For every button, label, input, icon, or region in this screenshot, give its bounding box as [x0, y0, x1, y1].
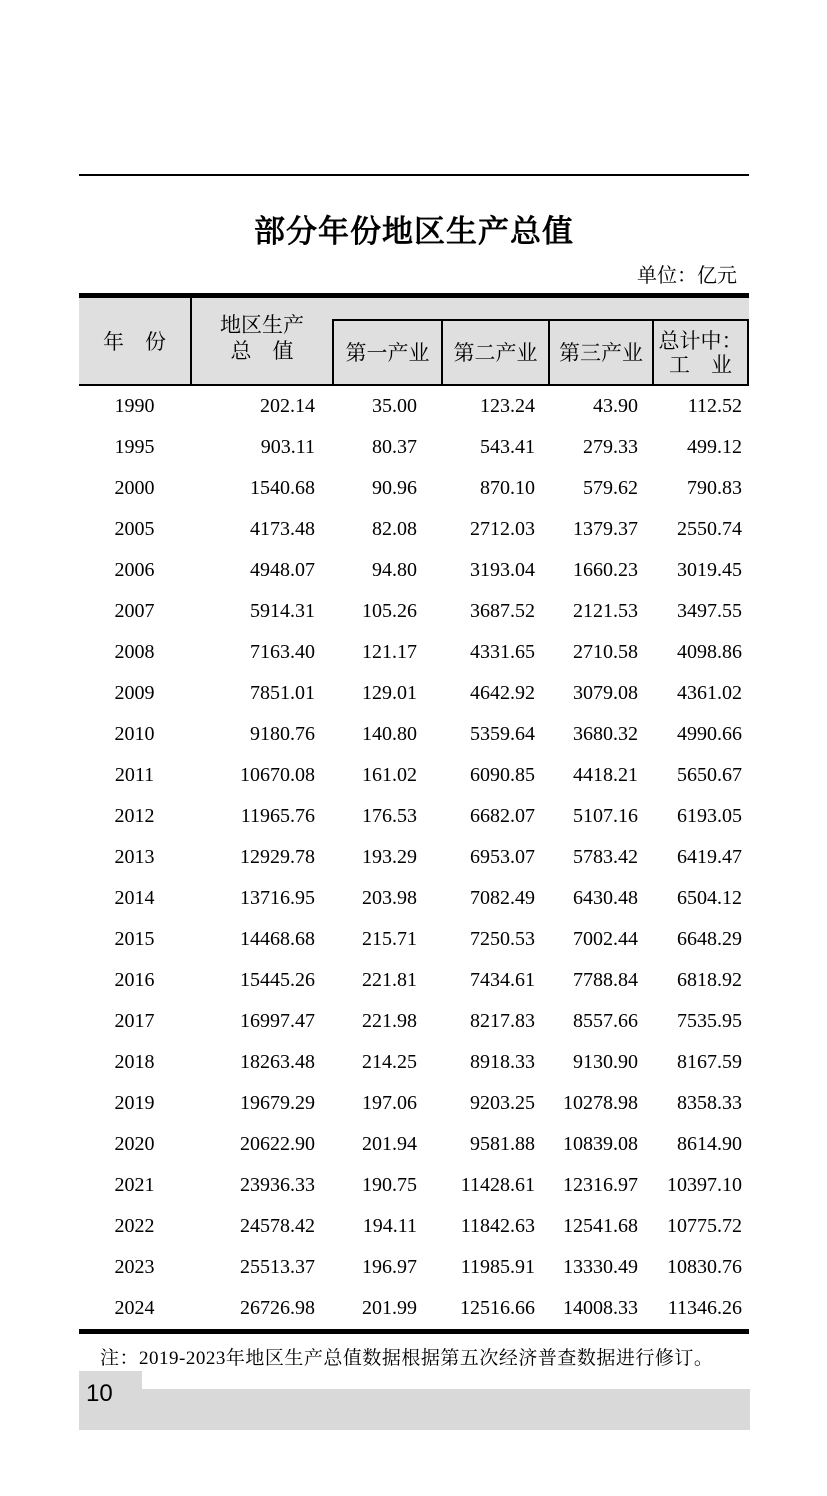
cell-tertiary: 13330.49	[563, 1256, 638, 1278]
cell-industry: 10397.10	[667, 1174, 742, 1196]
cell-industry: 790.83	[687, 477, 742, 499]
table-row	[79, 427, 749, 468]
cell-tertiary: 14008.33	[563, 1297, 638, 1319]
cell-secondary: 7082.49	[470, 887, 535, 909]
cell-secondary: 8217.83	[470, 1010, 535, 1032]
cell-gdp: 12929.78	[240, 846, 315, 868]
footnote: 注：2019-2023年地区生产总值数据根据第五次经济普查数据进行修订。	[100, 1348, 714, 1369]
cell-tertiary: 1660.23	[573, 559, 638, 581]
cell-tertiary: 2121.53	[573, 600, 638, 622]
cell-year: 2000	[114, 477, 155, 499]
page-title: 部分年份地区生产总值	[254, 214, 574, 249]
cell-gdp: 5914.31	[250, 600, 315, 622]
cell-primary: 203.98	[362, 887, 417, 909]
table-row	[79, 550, 749, 591]
cell-year: 2018	[114, 1051, 155, 1073]
cell-secondary: 123.24	[480, 395, 535, 417]
cell-secondary: 6682.07	[470, 805, 535, 827]
cell-industry: 10830.76	[667, 1256, 742, 1278]
cell-year: 2015	[114, 928, 155, 950]
table-row	[79, 837, 749, 878]
cell-tertiary: 4418.21	[573, 764, 638, 786]
page-footer-bar	[142, 1389, 750, 1430]
cell-gdp: 16997.47	[240, 1010, 315, 1032]
cell-industry: 8614.90	[677, 1133, 742, 1155]
cell-tertiary: 2710.58	[573, 641, 638, 663]
cell-industry: 499.12	[687, 436, 742, 458]
cell-primary: 94.80	[372, 559, 417, 581]
header-year: 年 份	[103, 330, 166, 354]
cell-year: 2011	[114, 764, 155, 786]
header-industry-line2: 工 业	[669, 352, 732, 377]
cell-industry: 3019.45	[677, 559, 742, 581]
header-industry	[652, 321, 749, 384]
table-row	[79, 1124, 749, 1165]
table-row	[79, 468, 749, 509]
cell-secondary: 9581.88	[470, 1133, 535, 1155]
cell-secondary: 7434.61	[470, 969, 535, 991]
table-row	[79, 1206, 749, 1247]
cell-gdp: 19679.29	[240, 1092, 315, 1114]
table-row	[79, 509, 749, 550]
header-industry-group	[332, 319, 749, 384]
cell-tertiary: 7002.44	[573, 928, 638, 950]
cell-primary: 82.08	[372, 518, 417, 540]
cell-secondary: 3687.52	[470, 600, 535, 622]
table-row	[79, 960, 749, 1001]
cell-gdp: 4173.48	[250, 518, 315, 540]
table-row	[79, 1042, 749, 1083]
cell-secondary: 12516.66	[460, 1297, 535, 1319]
table-row	[79, 878, 749, 919]
cell-year: 1990	[114, 395, 155, 417]
cell-tertiary: 43.90	[593, 395, 638, 417]
top-rule	[79, 174, 749, 176]
table-row	[79, 673, 749, 714]
cell-tertiary: 3079.08	[573, 682, 638, 704]
table-row	[79, 632, 749, 673]
table-row	[79, 714, 749, 755]
cell-primary: 214.25	[362, 1051, 417, 1073]
cell-primary: 221.98	[362, 1010, 417, 1032]
cell-tertiary: 9130.90	[573, 1051, 638, 1073]
cell-primary: 90.96	[372, 477, 417, 499]
table-row	[79, 1247, 749, 1288]
cell-primary: 197.06	[362, 1092, 417, 1114]
cell-industry: 3497.55	[677, 600, 742, 622]
table-row	[79, 796, 749, 837]
cell-gdp: 202.14	[260, 395, 315, 417]
cell-gdp: 903.11	[260, 436, 315, 458]
cell-year: 2017	[114, 1010, 155, 1032]
cell-gdp: 23936.33	[240, 1174, 315, 1196]
cell-industry: 8358.33	[677, 1092, 742, 1114]
header-secondary: 第二产业	[441, 321, 548, 384]
cell-secondary: 8918.33	[470, 1051, 535, 1073]
cell-primary: 161.02	[362, 764, 417, 786]
cell-primary: 196.97	[362, 1256, 417, 1278]
cell-gdp: 24578.42	[240, 1215, 315, 1237]
cell-gdp: 7851.01	[250, 682, 315, 704]
unit-label: 单位：亿元	[637, 265, 737, 287]
table-row	[79, 1288, 749, 1329]
table-row	[79, 1165, 749, 1206]
cell-secondary: 4331.65	[470, 641, 535, 663]
cell-industry: 11346.26	[667, 1297, 742, 1319]
cell-tertiary: 7788.84	[573, 969, 638, 991]
cell-year: 2014	[114, 887, 155, 909]
cell-gdp: 4948.07	[250, 559, 315, 581]
cell-year: 2006	[114, 559, 155, 581]
cell-tertiary: 1379.37	[573, 518, 638, 540]
cell-primary: 176.53	[362, 805, 417, 827]
cell-gdp: 7163.40	[250, 641, 315, 663]
cell-gdp: 13716.95	[240, 887, 315, 909]
cell-gdp: 11965.76	[240, 805, 315, 827]
cell-year: 1995	[114, 436, 155, 458]
cell-year: 2020	[114, 1133, 155, 1155]
table-header	[79, 298, 749, 386]
cell-year: 2021	[114, 1174, 155, 1196]
cell-tertiary: 8557.66	[573, 1010, 638, 1032]
cell-secondary: 9203.25	[470, 1092, 535, 1114]
cell-industry: 10775.72	[667, 1215, 742, 1237]
cell-primary: 129.01	[362, 682, 417, 704]
header-gdp	[190, 298, 332, 384]
cell-industry: 6504.12	[677, 887, 742, 909]
cell-tertiary: 5107.16	[573, 805, 638, 827]
cell-gdp: 1540.68	[250, 477, 315, 499]
cell-primary: 221.81	[362, 969, 417, 991]
cell-secondary: 5359.64	[470, 723, 535, 745]
cell-tertiary: 10278.98	[563, 1092, 638, 1114]
cell-tertiary: 5783.42	[573, 846, 638, 868]
cell-industry: 4361.02	[677, 682, 742, 704]
cell-tertiary: 279.33	[583, 436, 638, 458]
cell-year: 2022	[114, 1215, 155, 1237]
cell-gdp: 26726.98	[240, 1297, 315, 1319]
cell-secondary: 6090.85	[470, 764, 535, 786]
cell-secondary: 870.10	[480, 477, 535, 499]
cell-secondary: 11985.91	[460, 1256, 535, 1278]
cell-tertiary: 579.62	[583, 477, 638, 499]
cell-secondary: 7250.53	[470, 928, 535, 950]
cell-primary: 201.99	[362, 1297, 417, 1319]
cell-primary: 35.00	[372, 395, 417, 417]
cell-primary: 193.29	[362, 846, 417, 868]
cell-tertiary: 12316.97	[563, 1174, 638, 1196]
cell-gdp: 20622.90	[240, 1133, 315, 1155]
cell-year: 2010	[114, 723, 155, 745]
cell-industry: 7535.95	[677, 1010, 742, 1032]
gdp-table	[79, 293, 749, 1334]
cell-industry: 6648.29	[677, 928, 742, 950]
header-primary: 第一产业	[332, 321, 441, 384]
cell-industry: 2550.74	[677, 518, 742, 540]
table-row	[79, 919, 749, 960]
cell-industry: 112.52	[687, 395, 742, 417]
table-row	[79, 386, 749, 427]
cell-tertiary: 10839.08	[563, 1133, 638, 1155]
header-gdp-line2: 总 值	[230, 339, 294, 363]
cell-year: 2023	[114, 1256, 155, 1278]
cell-year: 2024	[114, 1297, 155, 1319]
cell-gdp: 10670.08	[240, 764, 315, 786]
cell-gdp: 25513.37	[240, 1256, 315, 1278]
cell-industry: 4990.66	[677, 723, 742, 745]
cell-gdp: 9180.76	[250, 723, 315, 745]
cell-industry: 6193.05	[677, 805, 742, 827]
cell-year: 2008	[114, 641, 155, 663]
cell-primary: 190.75	[362, 1174, 417, 1196]
cell-gdp: 18263.48	[240, 1051, 315, 1073]
cell-industry: 6818.92	[677, 969, 742, 991]
cell-year: 2007	[114, 600, 155, 622]
table-row	[79, 1001, 749, 1042]
cell-secondary: 6953.07	[470, 846, 535, 868]
cell-secondary: 11842.63	[460, 1215, 535, 1237]
cell-primary: 194.11	[362, 1215, 417, 1237]
cell-year: 2009	[114, 682, 155, 704]
cell-gdp: 14468.68	[240, 928, 315, 950]
cell-tertiary: 3680.32	[573, 723, 638, 745]
table-row	[79, 1083, 749, 1124]
header-industry-line1: 总计中：	[658, 328, 743, 353]
cell-tertiary: 6430.48	[573, 887, 638, 909]
cell-secondary: 2712.03	[470, 518, 535, 540]
cell-primary: 201.94	[362, 1133, 417, 1155]
cell-primary: 121.17	[362, 641, 417, 663]
cell-secondary: 543.41	[480, 436, 535, 458]
header-gdp-line1: 地区生产	[220, 313, 304, 337]
cell-secondary: 3193.04	[470, 559, 535, 581]
cell-year: 2005	[114, 518, 155, 540]
cell-tertiary: 12541.68	[563, 1215, 638, 1237]
cell-industry: 8167.59	[677, 1051, 742, 1073]
cell-industry: 4098.86	[677, 641, 742, 663]
cell-primary: 80.37	[372, 436, 417, 458]
cell-primary: 215.71	[362, 928, 417, 950]
page-number: 10	[86, 1380, 113, 1407]
table-row	[79, 591, 749, 632]
table-row	[79, 755, 749, 796]
cell-secondary: 4642.92	[470, 682, 535, 704]
cell-gdp: 15445.26	[240, 969, 315, 991]
header-tertiary: 第三产业	[548, 321, 652, 384]
table-body	[79, 386, 749, 1329]
cell-year: 2013	[114, 846, 155, 868]
cell-year: 2016	[114, 969, 155, 991]
cell-year: 2019	[114, 1092, 155, 1114]
cell-primary: 140.80	[362, 723, 417, 745]
cell-primary: 105.26	[362, 600, 417, 622]
cell-industry: 5650.67	[677, 764, 742, 786]
cell-secondary: 11428.61	[460, 1174, 535, 1196]
cell-industry: 6419.47	[677, 846, 742, 868]
cell-year: 2012	[114, 805, 155, 827]
